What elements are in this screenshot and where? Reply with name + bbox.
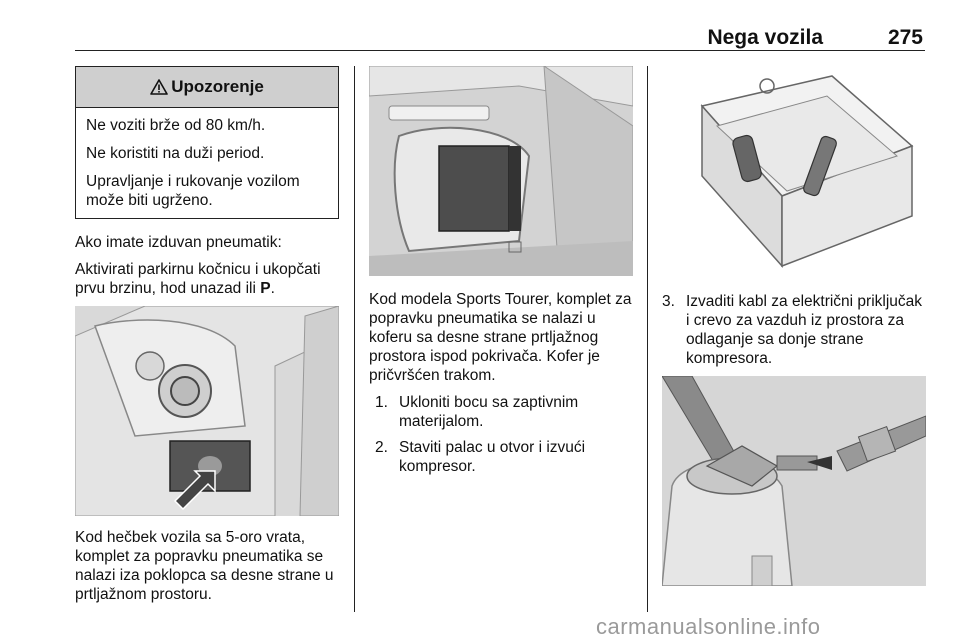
paragraph-sports-tourer: Kod modela Sports Tourer, komplet za popravku pneumatika se nalazi u koferu sa desne strane prtljažnog prostora ispod pokrivača. Kofer je pričvršćen trakom. — [369, 291, 632, 384]
step-item: 1. Ukloniti bocu sa zaptivnim materijalom. — [375, 394, 579, 430]
page-number: 275 — [887, 26, 923, 49]
cable-and-hose-illustration — [662, 376, 926, 586]
paragraph-flat-tire: Ako imate izduvan pneumatik: — [75, 234, 282, 251]
hatchback-trunk-illustration — [75, 306, 339, 516]
warning-line: Ne voziti brže od 80 km/h. — [86, 117, 266, 134]
column-2 — [369, 66, 633, 483]
step-item: 2. Staviti palac u otvor i izvući kompresor. — [375, 439, 586, 475]
paragraph-parking-brake: Aktivirati parkirnu kočnicu i ukopčati prvu brzinu, hod unazad ili P. — [75, 261, 321, 297]
warning-triangle-icon — [150, 79, 168, 95]
watermark: carmanualsonline.info — [596, 614, 821, 639]
warning-line: Upravljanje i rukovanje vozilom može biti ugrženo. — [86, 173, 300, 209]
column-3 — [662, 66, 926, 586]
warning-body — [76, 108, 338, 218]
section-title: Nega vozila — [707, 26, 823, 49]
page-header — [75, 22, 925, 51]
warning-header — [76, 67, 338, 108]
column-1 — [75, 66, 339, 604]
column-divider-1 — [354, 66, 355, 612]
column-divider-2 — [647, 66, 648, 612]
warning-line: Ne koristiti na duži period. — [86, 145, 265, 162]
compressor-case-illustration — [662, 66, 926, 276]
warning-box — [75, 66, 339, 219]
sports-tourer-trunk-illustration — [369, 66, 633, 276]
paragraph-hatchback: Kod hečbek vozila sa 5-oro vrata, komplet za popravku pneumatika se nalazi iza poklopca sa desne strane u prtljažnom prostoru. — [75, 529, 334, 603]
warning-title: Upozorenje — [171, 77, 264, 96]
step-item: 3. Izvaditi kabl za električni priključak i crevo za vazduh iz prostora za odlaganje sa donje strane kompresora. — [662, 293, 923, 367]
